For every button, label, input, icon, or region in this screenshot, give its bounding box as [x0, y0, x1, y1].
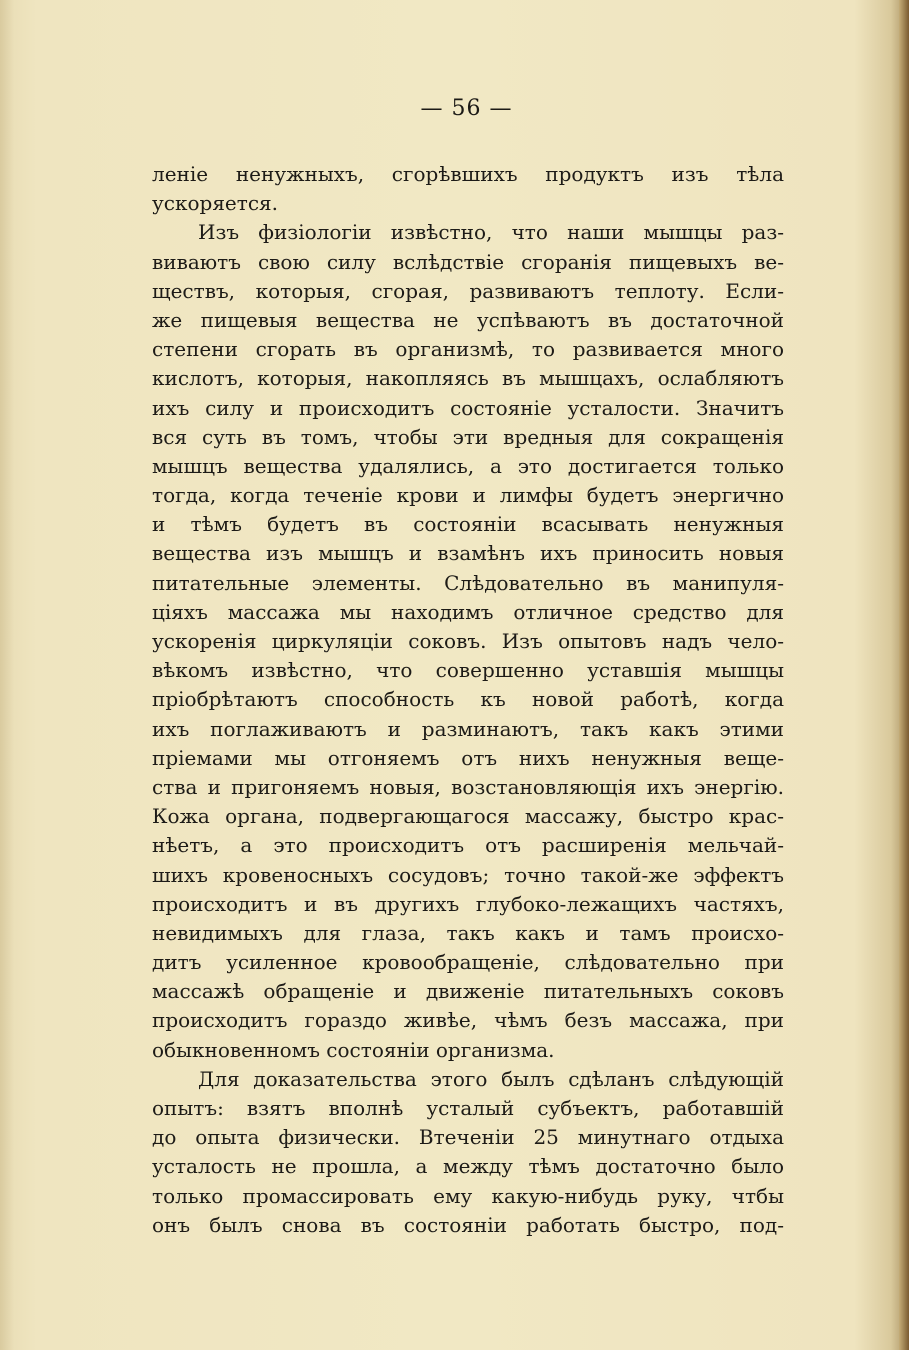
text-line: ціяхъ массажа мы находимъ отличное средство для — [152, 599, 784, 624]
text-line: ихъ силу и происходитъ состояніе усталости. Значитъ — [152, 395, 784, 420]
text-line: ществъ, которыя, сгорая, развиваютъ теплоту. Если- — [152, 278, 784, 303]
text-line: вся суть въ томъ, чтобы эти вредныя для сокращенія — [152, 424, 784, 449]
text-line: шихъ кровеносныхъ сосудовъ; точно такой-же эффектъ — [152, 862, 784, 887]
text-line: ихъ поглаживаютъ и разминаютъ, такъ какъ этими — [152, 716, 784, 741]
text-line: опытъ: взятъ вполнѣ усталый субъектъ, работавшій — [152, 1096, 784, 1120]
text-line: тогда, когда теченіе крови и лимфы будетъ энергично — [152, 483, 784, 508]
text-line: Изъ физіологіи извѣстно, что наши мышцы раз- — [198, 220, 784, 245]
text-line: только промассировать ему какую-нибудь руку, чтбы — [152, 1183, 784, 1208]
text-line: пріемами мы отгоняемъ отъ нихъ ненужныя веще- — [152, 745, 784, 770]
text-line: дитъ усиленное кровообращеніе, слѣдовательно при — [152, 950, 784, 975]
text-line: и тѣмъ будетъ въ состояніи всасывать ненужныя — [152, 512, 784, 537]
text-line: происходитъ и въ другихъ глубоко-лежащихъ частяхъ, — [152, 891, 784, 916]
text-line: происходитъ гораздо живѣе, чѣмъ безъ массажа, при — [152, 1008, 784, 1033]
text-line: вѣкомъ извѣстно, что совершенно уставшія мышцы — [152, 658, 784, 683]
text-line: леніе ненужныхъ, сгорѣвшихъ продуктъ изъ тѣла — [152, 162, 784, 186]
text-line: Кожа органа, подвергающагося массажу, быстро крас- — [152, 804, 784, 829]
text-line: ства и пригоняемъ новыя, возстановляющія ихъ энергію. — [152, 774, 784, 799]
text-line: ускоренія циркуляціи соковъ. Изъ опытовъ надъ чело- — [152, 629, 784, 653]
text-line: невидимыхъ для глаза, такъ какъ и тамъ происхо- — [152, 920, 784, 945]
text-line: до опыта физически. Втеченіи 25 минутнаго отдыха — [152, 1125, 784, 1150]
page-binding-edge — [899, 0, 909, 1350]
text-line: Для доказательства этого былъ сдѣланъ слѣдующій — [198, 1066, 784, 1091]
text-line: обыкновенномъ состояніи организма. — [152, 1037, 555, 1062]
text-line: мышцъ вещества удалялись, а это достигается только — [152, 453, 784, 478]
text-line: же пищевыя вещества не успѣваютъ въ достаточной — [152, 307, 784, 332]
text-line: массажѣ обращеніе и движеніе питательныхъ соковъ — [152, 979, 784, 1004]
page-shadow-left — [0, 0, 14, 1350]
text-line: усталость не прошла, а между тѣмъ достаточно было — [152, 1154, 784, 1179]
text-line: питательные элементы. Слѣдовательно въ манипуля- — [152, 570, 784, 595]
text-line: вещества изъ мышцъ и взамѣнъ ихъ приносить новыя — [152, 541, 784, 566]
text-line: нѣетъ, а это происходитъ отъ расширенія мельчай- — [152, 833, 784, 858]
page-number: — 56 — — [420, 96, 513, 121]
text-line: кислотъ, которыя, накопляясь въ мышцахъ, ослабляютъ — [152, 366, 784, 391]
text-line: виваютъ свою силу вслѣдствіе сгоранія пищевыхъ ве- — [152, 249, 784, 274]
text-line: степени сгорать въ организмѣ, то развивается много — [152, 337, 784, 362]
body-text — [152, 160, 784, 1240]
text-line: ускоряется. — [152, 191, 279, 216]
text-line: онъ былъ снова въ состояніи работать быстро, под- — [152, 1212, 784, 1237]
text-line: пріобрѣтаютъ способность къ новой работѣ, когда — [152, 687, 784, 712]
